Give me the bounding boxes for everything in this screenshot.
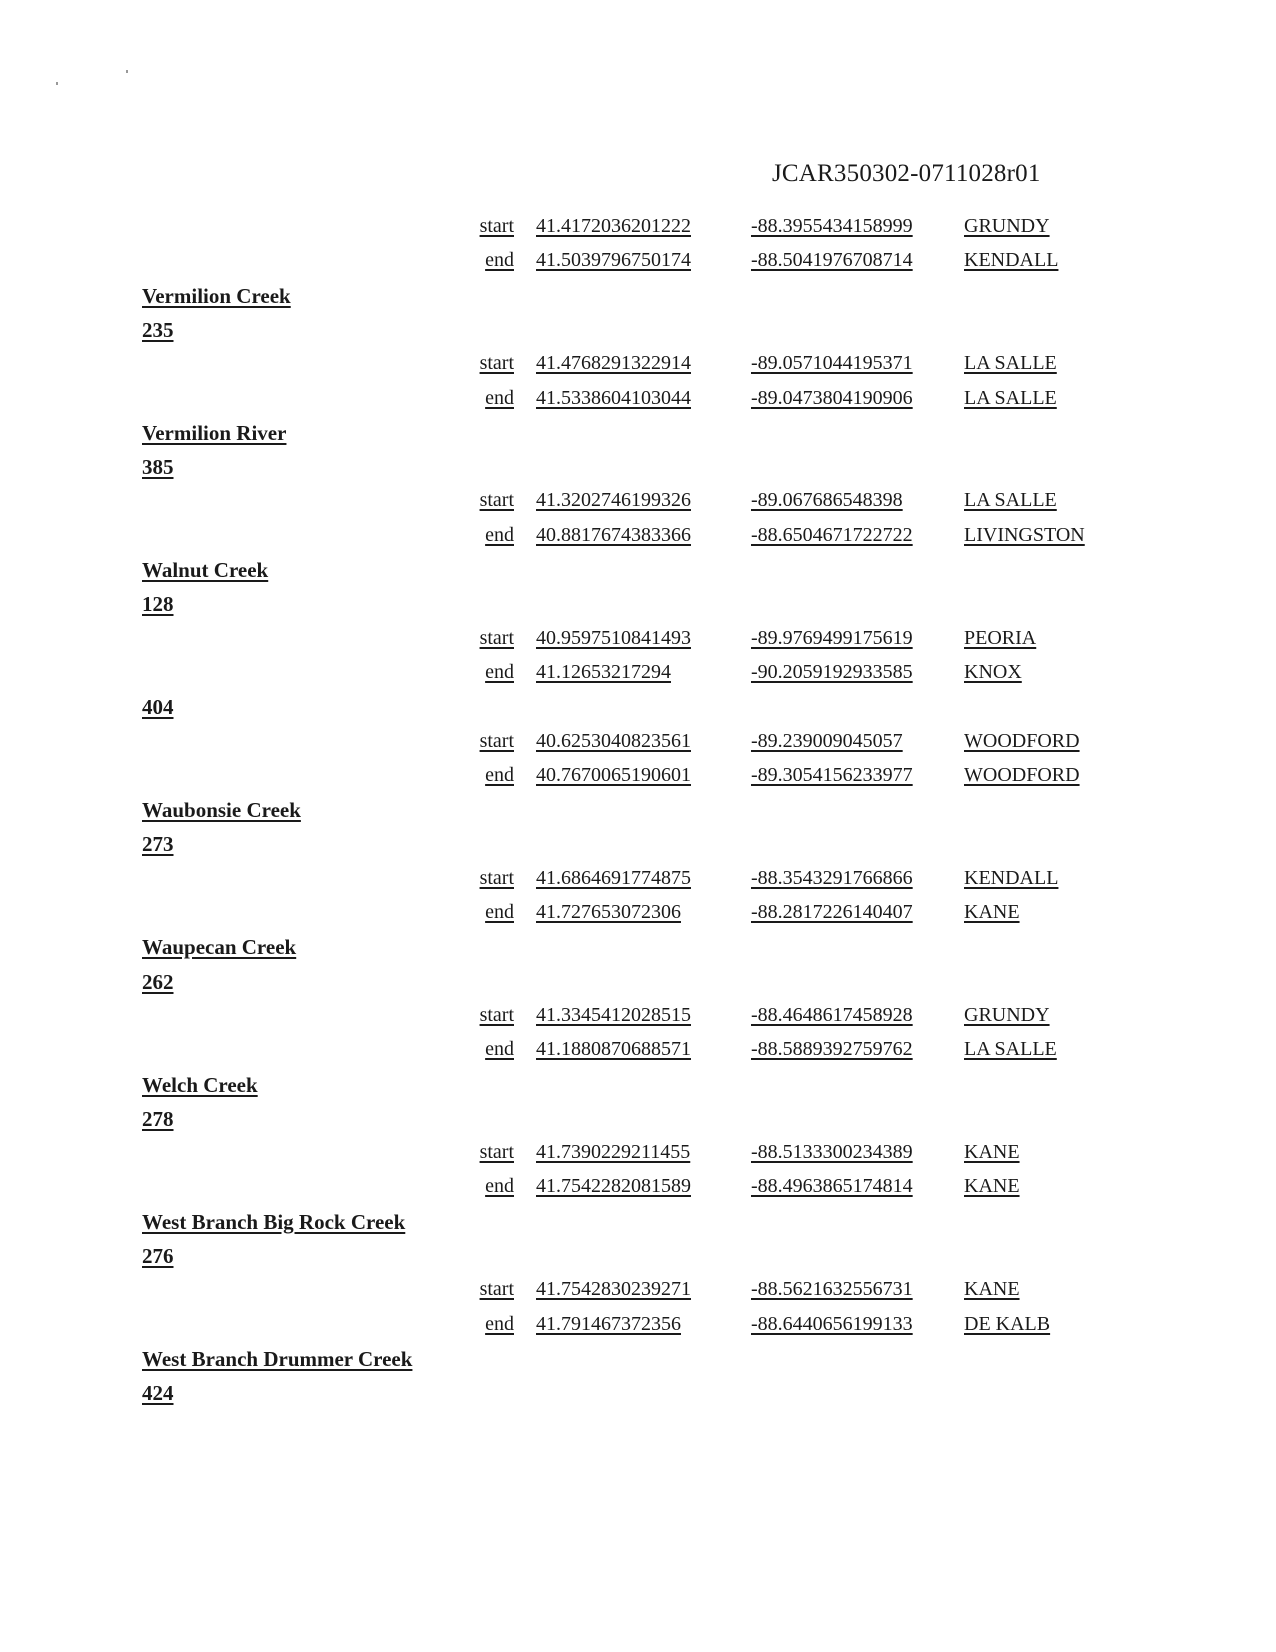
stream-number-row [0,1381,1276,1415]
scan-speck [56,82,58,85]
county-name: KANE [964,1141,1020,1164]
position-label: start [479,729,514,752]
stream-name-row [0,798,1276,832]
stream-number-row [0,318,1276,352]
longitude-value: -88.5133300234389 [751,1141,913,1164]
stream-name-row [0,558,1276,592]
position-label: start [479,1003,514,1026]
longitude-value: -89.067686548398 [751,489,903,512]
stream-number: 273 [142,832,174,857]
stream-number-row [0,1107,1276,1141]
county-name: WOODFORD [964,729,1080,752]
stream-number-row [0,695,1276,729]
position-label: end [485,386,514,409]
county-name: GRUNDY [964,215,1050,237]
latitude-value: 41.4768291322914 [536,352,691,375]
position-label: end [485,523,514,546]
coordinate-row [0,489,1276,523]
latitude-value: 41.7390229211455 [536,1141,691,1164]
position-label: start [479,1278,514,1301]
coordinate-row [0,730,1276,764]
position-label: start [479,352,514,375]
longitude-value: -88.4963865174814 [751,1175,913,1198]
stream-name: Walnut Creek [142,558,269,582]
latitude-value: 41.727653072306 [536,901,681,923]
longitude-value: -88.6440656199133 [751,1312,913,1335]
coordinate-row [0,1141,1276,1175]
latitude-value: 41.3345412028515 [536,1003,691,1026]
latitude-value: 41.6864691774875 [536,866,691,889]
stream-number: 278 [142,1106,174,1131]
longitude-value: -88.5621632556731 [751,1278,913,1301]
latitude-value: 41.12653217294 [536,660,671,683]
county-name: KANE [964,1175,1020,1198]
longitude-value: -89.0473804190906 [751,386,913,409]
latitude-value: 41.5039796750174 [536,249,691,272]
stream-name: West Branch Drummer Creek [142,1346,413,1371]
longitude-value: -88.4648617458928 [751,1003,913,1026]
latitude-value: 41.4172036201222 [536,215,691,237]
stream-name: Waupecan Creek [142,935,297,960]
stream-name: West Branch Big Rock Creek [142,1209,406,1234]
position-label: start [479,626,514,649]
longitude-value: -90.2059192933585 [751,660,913,683]
latitude-value: 41.3202746199326 [536,489,691,512]
longitude-value: -88.3543291766866 [751,866,913,889]
position-label: end [485,901,514,923]
stream-name-row [0,1347,1276,1381]
county-name: LA SALLE [964,352,1057,375]
latitude-value: 40.7670065190601 [536,763,691,786]
stream-number: 276 [142,1244,174,1268]
position-label: end [485,1312,514,1335]
position-label: start [479,215,514,237]
coordinate-row [0,387,1276,421]
stream-number-row [0,1244,1276,1278]
county-name: DE KALB [964,1312,1051,1335]
latitude-value: 40.8817674383366 [536,523,691,546]
stream-number-row [0,455,1276,489]
stream-number: 262 [142,969,174,994]
county-name: KNOX [964,660,1022,683]
coordinate-row [0,352,1276,386]
stream-name-row [0,421,1276,455]
county-name: LIVINGSTON [964,523,1085,546]
scan-speck [126,70,128,73]
stream-name: Waubonsie Creek [142,798,301,823]
latitude-value: 41.5338604103044 [536,386,691,409]
county-name: LA SALLE [964,1038,1057,1061]
latitude-value: 41.7542830239271 [536,1278,691,1301]
position-label: end [485,1038,514,1061]
stream-number: 128 [142,592,174,617]
longitude-value: -88.6504671722722 [751,523,913,546]
longitude-value: -89.9769499175619 [751,626,913,649]
county-name: KANE [964,1278,1020,1301]
coordinate-row [0,249,1276,283]
stream-number-row [0,970,1276,1004]
latitude-value: 41.7542282081589 [536,1175,691,1198]
latitude-value: 41.1880870688571 [536,1038,691,1061]
county-name: LA SALLE [964,489,1057,512]
stream-number-row [0,592,1276,626]
stream-name: Vermilion River [142,420,287,445]
coordinate-row [0,1313,1276,1347]
coordinate-row [0,1175,1276,1209]
stream-name-row [0,935,1276,969]
longitude-value: -88.5889392759762 [751,1038,913,1061]
stream-name: Welch Creek [142,1072,258,1097]
position-label: start [479,1141,514,1164]
position-label: end [485,660,514,683]
county-name: KANE [964,901,1020,923]
longitude-value: -89.0571044195371 [751,352,913,375]
position-label: end [485,249,514,272]
coordinate-row [0,661,1276,695]
longitude-value: -89.239009045057 [751,729,903,752]
coordinate-row [0,1278,1276,1312]
county-name: KENDALL [964,866,1059,889]
stream-number: 404 [142,695,174,720]
latitude-value: 40.9597510841493 [536,626,691,649]
latitude-value: 41.791467372356 [536,1312,681,1335]
stream-name-row [0,1073,1276,1107]
coordinate-row [0,867,1276,901]
county-name: WOODFORD [964,763,1080,786]
stream-number-row [0,832,1276,866]
document-id: JCAR350302-0711028r01 [772,160,1041,187]
stream-number: 385 [142,455,174,480]
coordinate-row [0,764,1276,798]
position-label: end [485,763,514,786]
county-name: GRUNDY [964,1003,1050,1026]
county-name: PEORIA [964,626,1037,649]
stream-name: Vermilion Creek [142,283,291,308]
stream-number: 235 [142,317,174,342]
coordinate-row [0,627,1276,661]
stream-name-row [0,284,1276,318]
coordinate-row [0,1038,1276,1072]
stream-name-row [0,1210,1276,1244]
coordinate-row [0,524,1276,558]
position-label: start [479,866,514,889]
county-name: LA SALLE [964,386,1057,409]
longitude-value: -89.3054156233977 [751,763,913,786]
county-name: KENDALL [964,249,1059,272]
coordinate-row [0,901,1276,935]
coordinate-row [0,1004,1276,1038]
longitude-value: -88.3955434158999 [751,215,913,237]
longitude-value: -88.2817226140407 [751,901,913,923]
position-label: end [485,1175,514,1198]
coordinate-row [0,215,1276,249]
latitude-value: 40.6253040823561 [536,729,691,752]
stream-number: 424 [142,1381,174,1406]
position-label: start [479,489,514,512]
longitude-value: -88.5041976708714 [751,249,913,272]
